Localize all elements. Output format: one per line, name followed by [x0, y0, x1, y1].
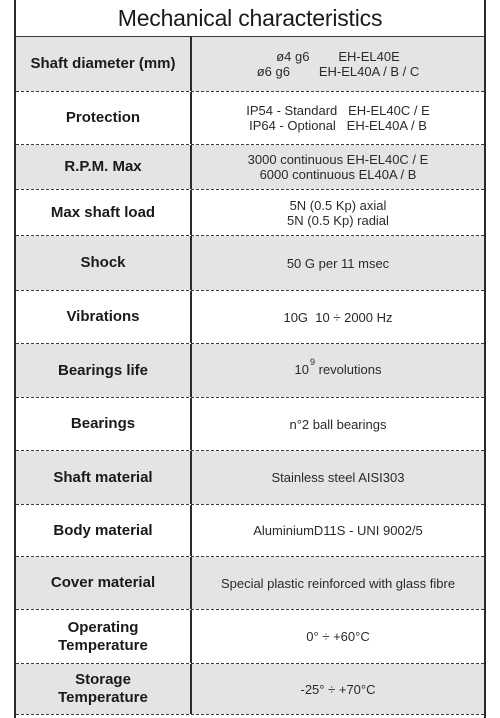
spec-value-line: ø4 g6 EH-EL40E — [276, 49, 400, 64]
spec-value — [192, 505, 484, 556]
spec-label: R.P.M. Max — [16, 145, 192, 189]
spec-row-shaft-material — [16, 451, 484, 504]
spec-label-line — [58, 671, 148, 707]
spec-value-line: ø6 g6 EH-EL40A / B / C — [256, 64, 420, 79]
spec-value-line: AluminiumD11S - UNI 9002/5 — [253, 523, 423, 538]
spec-value — [192, 92, 484, 144]
spec-value — [192, 398, 484, 450]
spec-value-line: Special plastic reinforced with glass fibre — [220, 575, 456, 591]
spec-row-vibrations — [16, 291, 484, 343]
spec-label: Bearings — [16, 398, 192, 450]
spec-row-protection — [16, 92, 484, 144]
spec-label: Shock — [16, 236, 192, 290]
spec-value-line: IP54 - Standard EH-EL40C / E — [246, 103, 430, 118]
spec-row-bearings-life — [16, 344, 484, 397]
spec-value-line — [294, 357, 382, 379]
spec-value-line: 6000 continuous EL40A / B — [259, 167, 417, 182]
spec-label: Max shaft load — [16, 190, 192, 235]
spec-label-line-1: Storage — [75, 671, 131, 688]
spec-row-operating-temperature — [16, 610, 484, 663]
spec-row-shock — [16, 236, 484, 290]
title-bar — [16, 0, 484, 36]
spec-row-cover-material — [16, 557, 484, 609]
bearings-life-unit: revolutions — [318, 362, 382, 377]
spec-label-line-2: Temperature — [58, 636, 148, 654]
spec-label — [16, 664, 192, 714]
spec-value-line: 5N (0.5 Kp) axial — [289, 197, 387, 213]
spec-label — [16, 610, 192, 663]
spec-row-shaft-diameter — [16, 37, 484, 91]
bearings-life-base: 10 — [294, 362, 309, 377]
spec-row-body-material — [16, 505, 484, 556]
spec-label: Protection — [16, 92, 192, 144]
spec-value-line: 10G 10 ÷ 2000 Hz — [283, 309, 393, 325]
bearings-life-exponent: 9 — [309, 357, 315, 367]
spec-value-line: IP64 - Optional EH-EL40A / B — [249, 118, 427, 133]
spec-value — [192, 557, 484, 609]
spec-label-line-2: Temperature — [58, 689, 148, 706]
page-title: Mechanical characteristics — [117, 4, 383, 31]
spec-value — [192, 190, 484, 235]
spec-label: Bearings life — [16, 344, 192, 397]
spec-value-line: -25° ÷ +70°C — [300, 681, 376, 697]
spec-label: Shaft material — [16, 451, 192, 504]
spec-row-max-shaft-load — [16, 190, 484, 235]
spec-label: Vibrations — [16, 291, 192, 343]
spec-value — [192, 291, 484, 343]
spec-value-line: 0° ÷ +60°C — [306, 629, 370, 644]
spec-label-line-1: Operating — [67, 618, 139, 636]
spec-value — [192, 610, 484, 663]
spec-value — [192, 37, 484, 91]
spec-value-line: n°2 ball bearings — [289, 416, 387, 432]
row-divider — [16, 714, 484, 715]
spec-row-storage-temperature — [16, 664, 484, 714]
spec-value — [192, 344, 484, 397]
spec-table — [14, 0, 486, 718]
spec-value — [192, 145, 484, 189]
spec-row-rpm-max — [16, 145, 484, 189]
spec-value-line: 3000 continuous EH-EL40C / E — [247, 152, 429, 167]
spec-value-line: 5N (0.5 Kp) radial — [287, 212, 389, 228]
spec-label-line — [58, 619, 148, 655]
spec-label: Cover material — [16, 557, 192, 609]
spec-value-line: 50 G per 11 msec — [286, 255, 390, 271]
spec-value — [192, 236, 484, 290]
spec-label: Body material — [16, 505, 192, 556]
spec-value — [192, 451, 484, 504]
spec-row-bearings — [16, 398, 484, 450]
spec-value — [192, 664, 484, 714]
spec-value-line: Stainless steel AISI303 — [271, 470, 405, 485]
spec-label: Shaft diameter (mm) — [16, 37, 192, 91]
